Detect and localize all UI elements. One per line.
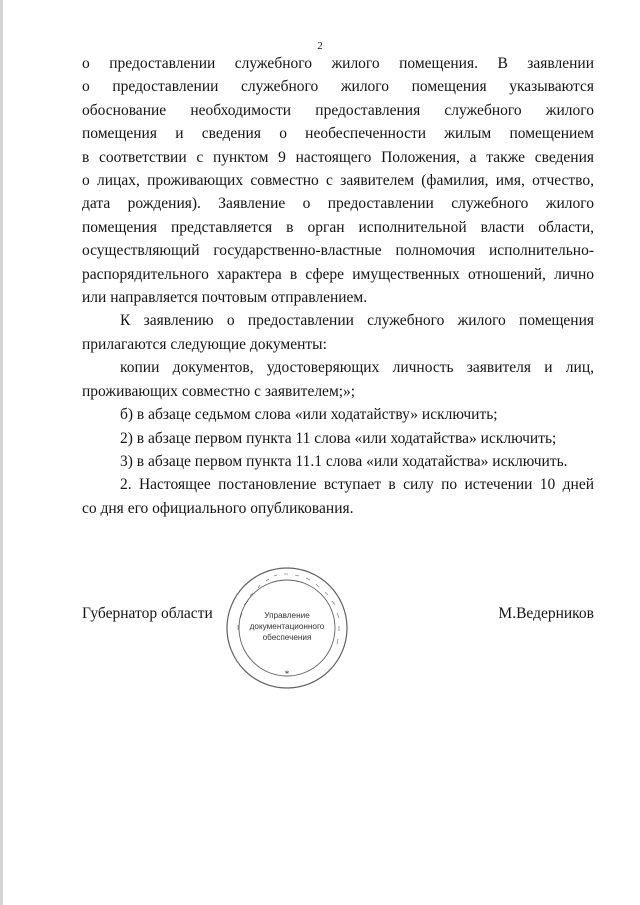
paragraph: копии документов, удостоверяющих личность заявителя и лиц,	[120, 359, 594, 377]
paragraph: прилагаются следующие документы:	[82, 335, 327, 353]
signatory-title: Губернатор области	[82, 605, 213, 622]
scan-edge	[0, 0, 3, 905]
page-number: 2	[317, 40, 323, 52]
stamp-line-2: документационного	[249, 622, 325, 631]
paragraph: проживающих совместно с заявителем;»;	[82, 382, 356, 400]
stamp-line-3: обеспечения	[262, 633, 312, 642]
signatory-name: М.Ведерников	[498, 605, 594, 622]
stamp-star-icon: *	[284, 669, 290, 679]
document-body	[82, 52, 594, 520]
paragraph: или направляется почтовым отправлением.	[82, 289, 368, 307]
paragraph: 3) в абзаце первом пункта 11.1 слова «или ходатайства» исключить.	[120, 452, 568, 470]
paragraph: б) в абзаце седьмом слова «или ходатайству» исключить;	[120, 406, 498, 424]
paragraph: 2) в абзаце первом пункта 11 слова «или ходатайства» исключить;	[120, 429, 557, 447]
official-stamp	[222, 563, 352, 693]
paragraph: 2. Настоящее постановление вступает в силу по истечении 10 дней	[120, 476, 594, 494]
paragraph: со дня его официального опубликования.	[82, 499, 354, 517]
paragraph: К заявлению о предоставлении служебного жилого помещения	[120, 312, 594, 330]
paragraph: о предоставлении служебного жилого помещения. В заявлении о предоставлении служебного жилого помещения указываются обоснование необходимости предоставления служебного жилого помещения и сведения о необеспеченности жилым помещением в соответствии с пунктом 9 настоящего Положения, а также сведения о лицах, проживающих совместно с заявителем (фамилия, имя, отчество, дата рождения). Заявление о предоставлении служебного жилого помещения представляется в орган исполнительной власти области, осуществляющий государственно-властные полномочия исполнительно- распорядительного характера в сфере имущественных отношений, лично	[82, 55, 594, 283]
stamp-line-1: Управление	[264, 611, 310, 620]
